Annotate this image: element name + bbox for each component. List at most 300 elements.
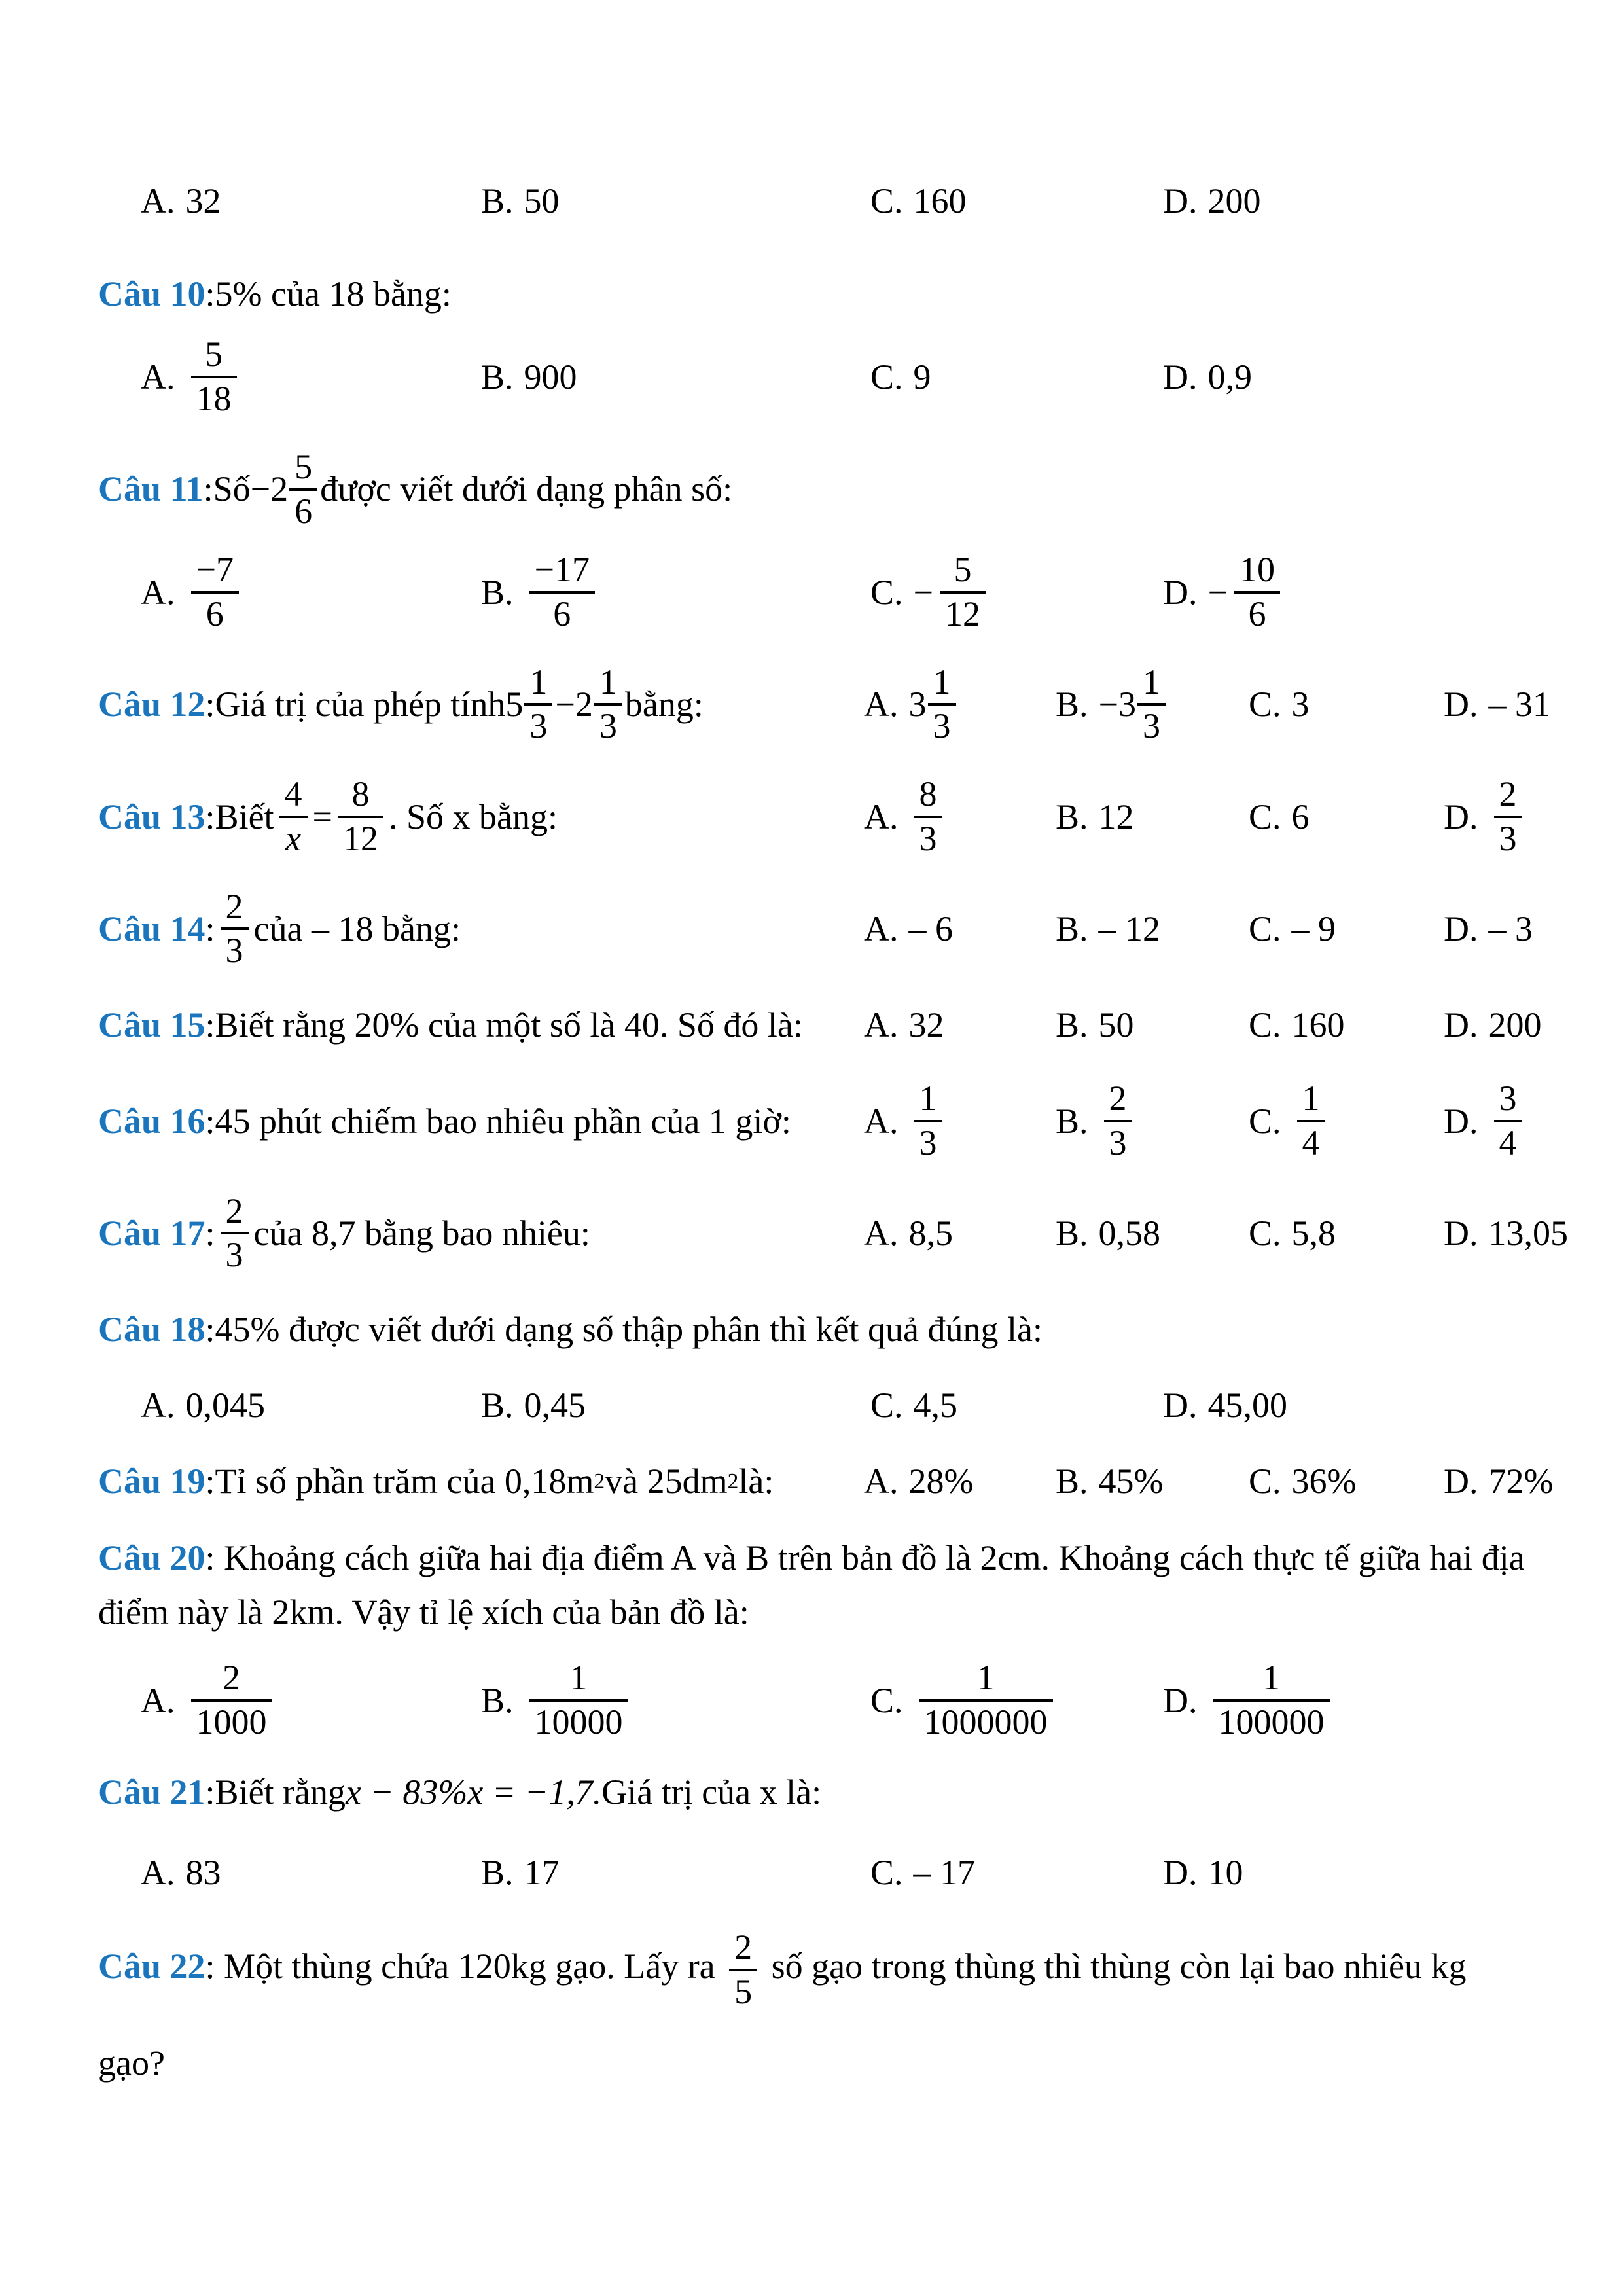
option-label: D.	[1163, 357, 1198, 397]
option-label: B.	[481, 1680, 514, 1720]
question-13-row	[98, 774, 1558, 859]
fraction-denominator: x	[285, 818, 302, 858]
option-label: A.	[141, 1852, 175, 1892]
fraction-numerator: 4	[279, 774, 308, 818]
fraction-numerator: 2	[221, 1191, 249, 1235]
question-text: Khoảng cách giữa hai địa điểm A và B trên bản đồ là 2cm. Khoảng cách thực tế giữa hai địa điểm này là 2km. Vậy tỉ lệ xích của bản đồ là:	[98, 1537, 1525, 1632]
option-label: D.	[1163, 572, 1198, 612]
fraction-numerator: 1	[524, 662, 552, 706]
question-text-post: được viết dưới dạng phân số:	[320, 469, 733, 509]
question-label: Câu 17	[98, 1213, 205, 1253]
option-value: 10	[1207, 1852, 1243, 1892]
option-label: B.	[1056, 797, 1088, 836]
question-12-row	[98, 662, 1558, 747]
option-label: B.	[1056, 1462, 1088, 1501]
option-b	[1056, 1078, 1249, 1164]
option-a	[864, 1078, 1056, 1164]
question-colon: :	[205, 797, 215, 836]
fraction-numerator: 5	[191, 334, 237, 378]
mixed-whole: −3	[1098, 685, 1136, 725]
option-d	[1444, 1458, 1558, 1504]
fraction-denominator: 12	[343, 818, 379, 858]
question-text-mid: và 25dm	[605, 1462, 728, 1501]
question-colon: :	[203, 469, 213, 509]
question-colon: :	[205, 1310, 215, 1350]
option-label: D.	[1444, 797, 1478, 836]
mixed-number	[1099, 662, 1168, 747]
option-d	[1444, 1078, 1558, 1164]
fraction	[914, 774, 942, 859]
option-label: A.	[141, 1680, 175, 1720]
question-17	[98, 1191, 864, 1276]
question-text-pre: Biết rằng	[215, 1772, 346, 1812]
fraction-denominator: 18	[196, 379, 232, 419]
question-text-post: bằng:	[624, 685, 704, 725]
option-c	[1249, 794, 1444, 840]
option-b	[1056, 1210, 1249, 1256]
fraction	[221, 886, 249, 972]
option-value: 72%	[1488, 1462, 1554, 1501]
fraction	[191, 549, 239, 635]
option-label: B.	[1056, 685, 1088, 725]
question-text-post: Giá trị của x là:	[601, 1772, 822, 1812]
fraction-numerator: 1	[928, 662, 956, 706]
question-label: Câu 19	[98, 1462, 205, 1501]
option-label: D.	[1163, 1852, 1198, 1892]
option-value: 3	[1291, 685, 1310, 725]
fraction-denominator: 6	[294, 491, 313, 531]
question-label: Câu 20	[98, 1537, 205, 1577]
question-20	[98, 1531, 1558, 1640]
option-label: B.	[1056, 909, 1088, 949]
option-label: A.	[864, 1462, 899, 1501]
fraction-denominator: 10000	[534, 1702, 623, 1742]
fraction	[914, 1078, 942, 1164]
option-value: 83	[185, 1852, 221, 1892]
question-19: Câu 19 : Tỉ số phần trăm của 0,18m 2 và 25dm 2 là:	[98, 1458, 864, 1504]
option-b	[481, 549, 870, 635]
fraction	[191, 334, 237, 420]
fraction-denominator: 100000	[1218, 1702, 1325, 1742]
option-b	[481, 1657, 870, 1743]
option-d	[1444, 1210, 1568, 1256]
mixed-whole: 3	[908, 685, 927, 725]
question-colon: :	[205, 1537, 224, 1577]
fraction-numerator: 8	[914, 774, 942, 818]
question-colon: :	[205, 274, 215, 314]
option-label: A.	[864, 685, 899, 725]
fraction-denominator: 3	[529, 706, 548, 746]
question-text-post: của – 18 bằng:	[253, 909, 461, 949]
question-text-post: là:	[738, 1462, 774, 1501]
option-value: 13,05	[1488, 1213, 1568, 1253]
fraction-numerator: 2	[1104, 1078, 1132, 1122]
question-13	[98, 774, 864, 859]
option-label: B.	[481, 572, 514, 612]
mixed-whole: 5	[505, 685, 524, 725]
fraction-numerator: 1	[1137, 662, 1166, 706]
fraction-denominator: 3	[599, 706, 617, 746]
option-label: C.	[1249, 1101, 1281, 1141]
option-label: A.	[141, 572, 175, 612]
option-a	[141, 1850, 481, 1895]
option-d	[1444, 774, 1558, 859]
option-label: C.	[1249, 1005, 1281, 1045]
option-a	[141, 334, 481, 420]
option-value: 32	[185, 181, 221, 221]
option-label: B.	[1056, 1005, 1088, 1045]
fraction-denominator: 4	[1302, 1122, 1320, 1162]
question-19-row	[98, 1458, 1558, 1504]
fraction	[1104, 1078, 1132, 1164]
option-value: 0,45	[524, 1386, 586, 1426]
option-label: C.	[1249, 1213, 1281, 1253]
question-text-pre: Tỉ số phần trăm của 0,18m	[215, 1462, 594, 1501]
fraction	[1494, 774, 1522, 859]
option-value: 36%	[1291, 1462, 1357, 1501]
option-label: D.	[1444, 1005, 1478, 1045]
fraction	[729, 1927, 757, 2013]
question-text: 45 phút chiếm bao nhiêu phần của 1 giờ:	[215, 1101, 791, 1141]
option-label: C.	[870, 181, 903, 221]
question-colon: :	[205, 909, 215, 949]
option-value: 8,5	[908, 1213, 953, 1253]
option-b	[1056, 1002, 1249, 1048]
answer-options-row-q10	[98, 334, 1558, 420]
option-a	[141, 178, 481, 224]
option-label: C.	[870, 357, 903, 397]
option-label: A.	[141, 357, 175, 397]
fraction-numerator: 2	[729, 1927, 757, 1971]
option-value: 32	[908, 1005, 944, 1045]
fraction	[928, 662, 956, 747]
answer-options-row-q11	[98, 549, 1558, 635]
option-b	[481, 178, 870, 224]
question-text-pre: Một thùng chứa 120kg gạo. Lấy ra	[224, 1946, 724, 1986]
question-colon: :	[205, 1101, 215, 1141]
option-label: C.	[1249, 685, 1281, 725]
fraction-numerator: 2	[191, 1657, 272, 1702]
fraction-denominator: 12	[945, 594, 980, 634]
option-value: 5,8	[1291, 1213, 1336, 1253]
question-label: Câu 18	[98, 1310, 205, 1350]
fraction-denominator: 3	[1143, 706, 1160, 746]
question-10-heading	[98, 271, 1558, 317]
option-value: 45%	[1098, 1462, 1164, 1501]
option-label: D.	[1444, 1101, 1478, 1141]
fraction	[191, 1657, 272, 1743]
option-label: D.	[1444, 1213, 1478, 1253]
minus-sign: −	[913, 572, 933, 612]
equation: x − 83%x = −1,7.	[346, 1772, 602, 1812]
option-label: C.	[1249, 1462, 1281, 1501]
option-d	[1444, 1002, 1558, 1048]
fraction-denominator: 3	[919, 1122, 937, 1162]
fraction	[1234, 549, 1280, 635]
option-label: B.	[1056, 1101, 1088, 1141]
fraction-denominator: 3	[919, 818, 937, 858]
option-c	[1249, 1078, 1444, 1164]
question-text-post: của 8,7 bằng bao nhiêu:	[253, 1213, 590, 1253]
option-c	[1249, 1002, 1444, 1048]
question-text-pre: Giá trị của phép tính	[215, 685, 506, 725]
question-22	[98, 1927, 1558, 2013]
option-c	[870, 1382, 1163, 1428]
question-colon: :	[205, 1213, 215, 1253]
option-value: 28%	[908, 1462, 974, 1501]
fraction	[1137, 662, 1166, 747]
fraction-numerator: −17	[529, 549, 595, 594]
option-d	[1163, 1382, 1558, 1428]
option-value: 160	[1291, 1005, 1345, 1045]
option-value: 0,58	[1098, 1213, 1161, 1253]
fraction	[940, 549, 986, 635]
option-label: B.	[481, 1852, 514, 1892]
answer-options-row-q9	[98, 178, 1558, 224]
question-text-line2: gạo?	[98, 2043, 165, 2083]
option-value: 6	[1291, 797, 1310, 836]
option-value: 50	[524, 181, 560, 221]
question-18-heading	[98, 1306, 1558, 1352]
option-d	[1163, 1657, 1558, 1743]
option-b	[481, 1850, 870, 1895]
question-16-row	[98, 1078, 1558, 1164]
option-value: 4,5	[913, 1386, 958, 1426]
question-text-post: . Số x bằng:	[389, 797, 558, 836]
option-a	[141, 1382, 481, 1428]
option-label: C.	[870, 1386, 903, 1426]
fraction	[524, 662, 552, 747]
fraction-denominator: 1000	[196, 1702, 267, 1742]
answer-options-row-q21	[98, 1850, 1558, 1895]
option-a	[864, 774, 1056, 859]
option-label: A.	[864, 1213, 899, 1253]
option-c	[1249, 1458, 1444, 1504]
fraction-denominator: 3	[933, 706, 951, 746]
option-label: C.	[870, 572, 903, 612]
option-value: 9	[913, 357, 931, 397]
option-a	[141, 549, 481, 635]
fraction-numerator: 10	[1234, 549, 1280, 594]
option-label: B.	[481, 1386, 514, 1426]
question-colon: :	[205, 1772, 215, 1812]
option-value: 200	[1207, 181, 1261, 221]
option-value: 200	[1488, 1005, 1542, 1045]
question-label: Câu 15	[98, 1005, 205, 1045]
question-label: Câu 22	[98, 1946, 205, 1986]
option-c	[1249, 906, 1444, 952]
option-c	[1249, 681, 1444, 727]
question-label: Câu 12	[98, 685, 205, 725]
question-label: Câu 13	[98, 797, 205, 836]
option-label: C.	[1249, 797, 1281, 836]
fraction-numerator: 2	[221, 886, 249, 931]
mixed-number	[251, 446, 320, 532]
fraction-denominator: 3	[1109, 1122, 1127, 1162]
mixed-whole: −2	[250, 469, 289, 509]
fraction-numerator: 5	[289, 446, 317, 491]
fraction-denominator: 3	[225, 931, 243, 971]
option-value: 50	[1098, 1005, 1134, 1045]
option-label: A.	[141, 181, 175, 221]
minus-operator: −	[555, 685, 575, 725]
question-colon: :	[205, 1005, 215, 1045]
fraction-denominator: 6	[1248, 594, 1266, 634]
fraction-numerator: 2	[1494, 774, 1522, 818]
option-label: D.	[1444, 909, 1478, 949]
option-b	[481, 354, 870, 400]
equals-sign: =	[312, 797, 333, 836]
option-c	[870, 1657, 1163, 1743]
answer-options-row-q18	[98, 1382, 1558, 1428]
fraction-numerator: 3	[1494, 1078, 1522, 1122]
question-text: Biết rằng 20% của một số là 40. Số đó là:	[215, 1005, 803, 1045]
fraction	[1297, 1078, 1325, 1164]
question-21-heading	[98, 1769, 1558, 1815]
option-c	[870, 354, 1163, 400]
question-text: 5% của 18 bằng:	[215, 274, 452, 314]
option-c	[1249, 1210, 1444, 1256]
question-12	[98, 662, 864, 747]
option-a	[864, 662, 1056, 747]
fraction-denominator: 4	[1499, 1122, 1517, 1162]
option-label: C.	[1249, 909, 1281, 949]
question-colon: :	[205, 685, 215, 725]
option-label: B.	[481, 357, 514, 397]
option-c	[870, 1850, 1163, 1895]
option-c	[870, 178, 1163, 224]
question-label: Câu 11	[98, 469, 204, 509]
question-colon: :	[205, 1462, 215, 1501]
option-a	[864, 1210, 1056, 1256]
option-label: B.	[1056, 1213, 1088, 1253]
option-d	[1444, 906, 1558, 952]
option-value: 160	[913, 181, 967, 221]
fraction-numerator: 1	[914, 1078, 942, 1122]
fraction	[594, 662, 622, 747]
fraction	[289, 446, 317, 532]
fraction-denominator: 1000000	[923, 1702, 1048, 1742]
option-value: – 12	[1098, 909, 1161, 949]
option-label: D.	[1444, 685, 1478, 725]
question-16	[98, 1098, 864, 1144]
option-label: D.	[1163, 1386, 1198, 1426]
fraction-numerator: 1	[919, 1657, 1053, 1702]
option-d	[1163, 1850, 1558, 1895]
question-15	[98, 1002, 864, 1048]
question-text-pre: Số	[213, 469, 251, 509]
option-value: 45,00	[1207, 1386, 1287, 1426]
option-label: A.	[864, 909, 899, 949]
question-label: Câu 21	[98, 1772, 205, 1812]
option-d	[1163, 178, 1558, 224]
question-text-post: số gạo trong thùng thì thùng còn lại bao nhiêu kg	[762, 1946, 1467, 1986]
option-a	[864, 1002, 1056, 1048]
fraction-denominator: 3	[225, 1235, 243, 1275]
fraction	[529, 549, 595, 635]
question-14	[98, 886, 864, 972]
option-label: D.	[1444, 1462, 1478, 1501]
question-14-row	[98, 886, 1558, 972]
option-label: A.	[864, 1101, 899, 1141]
option-label: B.	[481, 181, 514, 221]
fraction	[221, 1191, 249, 1276]
fraction-numerator: 8	[338, 774, 383, 818]
option-value: – 6	[908, 909, 953, 949]
option-value: – 31	[1488, 685, 1550, 725]
option-a	[864, 1458, 1056, 1504]
question-17-row	[98, 1191, 1568, 1276]
option-b	[1056, 794, 1249, 840]
question-label: Câu 16	[98, 1101, 205, 1141]
question-text: 45% được viết dưới dạng số thập phân thì kết quả đúng là:	[215, 1310, 1043, 1350]
question-label: Câu 10	[98, 274, 205, 314]
option-a	[141, 1657, 481, 1743]
option-value: 0,045	[185, 1386, 265, 1426]
option-label: A.	[141, 1386, 175, 1426]
mixed-number	[909, 662, 959, 747]
option-label: D.	[1163, 181, 1198, 221]
option-b	[1056, 662, 1249, 747]
fraction	[529, 1657, 628, 1743]
option-value: 12	[1098, 797, 1134, 836]
mixed-whole: 2	[575, 685, 593, 725]
option-d	[1444, 681, 1558, 727]
question-15-row	[98, 1002, 1558, 1048]
option-value: 0,9	[1207, 357, 1252, 397]
option-value: – 3	[1488, 909, 1533, 949]
answer-options-row-q20	[98, 1657, 1558, 1743]
option-label: C.	[870, 1852, 903, 1892]
fraction	[1494, 1078, 1522, 1164]
question-text-pre: Biết	[215, 797, 274, 836]
option-b	[1056, 1458, 1249, 1504]
fraction-numerator: 1	[529, 1657, 628, 1702]
fraction-numerator: 1	[1213, 1657, 1330, 1702]
option-b	[1056, 906, 1249, 952]
option-label: A.	[864, 797, 899, 836]
fraction-denominator: 5	[734, 1971, 753, 2011]
fraction-denominator: 3	[1499, 818, 1517, 858]
fraction-numerator: 1	[594, 662, 622, 706]
option-a	[864, 906, 1056, 952]
option-label: D.	[1163, 1680, 1198, 1720]
fraction-numerator: −7	[191, 549, 239, 594]
option-value: – 9	[1291, 909, 1336, 949]
option-label: C.	[870, 1680, 903, 1720]
fraction-numerator: 5	[940, 549, 986, 594]
option-value: 17	[524, 1852, 560, 1892]
option-d	[1163, 549, 1558, 635]
question-label: Câu 14	[98, 909, 205, 949]
option-d	[1163, 354, 1558, 400]
question-22-line2	[98, 2036, 1558, 2091]
mixed-number	[505, 662, 555, 747]
fraction	[338, 774, 383, 859]
fraction-denominator: 6	[553, 594, 571, 634]
option-value: – 17	[913, 1852, 976, 1892]
option-value: 900	[524, 357, 577, 397]
fraction	[919, 1657, 1053, 1743]
fraction-denominator: 6	[205, 594, 224, 634]
option-b	[481, 1382, 870, 1428]
question-colon: :	[205, 1946, 224, 1986]
fraction	[279, 774, 308, 859]
option-label: A.	[864, 1005, 899, 1045]
option-c	[870, 549, 1163, 635]
fraction	[1213, 1657, 1330, 1743]
question-11-heading	[98, 446, 1558, 532]
